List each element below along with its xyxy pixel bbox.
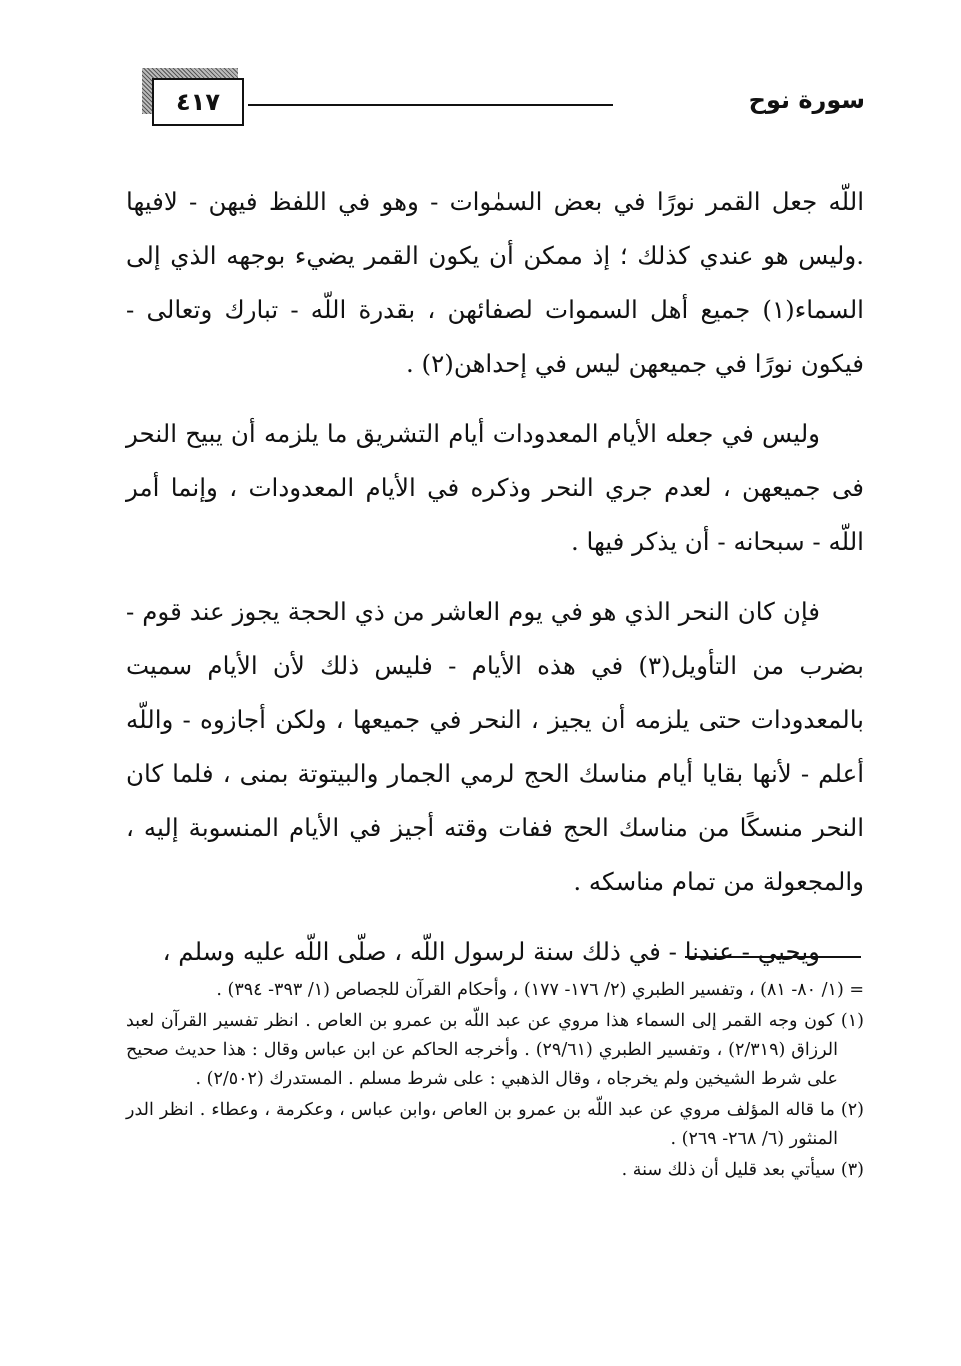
- header-rule: [248, 104, 613, 106]
- paragraph: [126, 585, 864, 909]
- paragraph-text: وليس في جعله الأيام المعدودات أيام التشريق ما يلزمه أن يبيح النحر فى جميعهن ، لعدم جري النحر وذكره في الأيام المعدودات ، وإنما أمر اللّه - سبحانه - أن يذكر فيها .: [126, 419, 864, 556]
- page-number: ٤١٧: [176, 88, 220, 116]
- paragraph: [126, 925, 864, 979]
- footnote-separator: [685, 956, 861, 958]
- footnote-continuation: = (١/ ٨٠- ٨١) ، وتفسير الطبري (٢/ ١٧٦- ١٧٧) ، وأحكام القرآن للجصاص (١/ ٣٩٣- ٣٩٤) .: [216, 980, 864, 1000]
- paragraph-text: فإن كان النحر الذي هو في يوم العاشر من ذي الحجة يجوز عند قوم - بضرب من التأويل(٣) في هذه الأيام - فليس ذلك لأن الأيام سميت بالمعدودات حتى يلزمه أن يجيز ، النحر في جميعها ، ولكن أجازوه - واللّه أعلم - لأنها بقايا أيام مناسك الحج لرمي الجمار والبيتوتة بمنى ، فلما كان النحر منسكًا من مناسك الحج ففات وقته أجيز في الأيام المنسوبة إليه ، والمجعولة من تمام مناسكه .: [126, 597, 864, 896]
- page-number-box: [152, 78, 244, 126]
- footnote-1: (١) كون وجه القمر إلى السماء هذا مروي عن عبد اللّه بن عمرو بن العاص . انظر تفسير القرآن لعبد الرزاق (٢/٣١٩) ، وتفسير الطبري (٢٩/٦١) . وأخرجه الحاكم عن ابن عباس وقال : هذا حديث صحيح على شرط الشيخين ولم يخرجاه ، وقال الذهبي : على شرط مسلم . المستدرك (٢/٥٠٢) .: [126, 1011, 864, 1089]
- footnote-2: (٢) ما قاله المؤلف مروي عن عبد اللّه بن عمرو بن العاص ،وابن عباس ، وعكرمة ، وعطاء . انظر الدر المنثور (٦/ ٢٦٨- ٢٦٩) .: [126, 1100, 864, 1149]
- surah-title: سورة نوح: [748, 86, 865, 114]
- footnote-3: (٣) سيأتي بعد قليل أن ذلك سنة .: [621, 1160, 864, 1180]
- paragraph-text: ويحيي - عندنا - في ذلك سنة لرسول اللّه ، صلّى اللّه عليه وسلم ،: [162, 937, 820, 966]
- footnotes: [126, 976, 864, 1187]
- body-text: [126, 175, 864, 995]
- paragraph: [126, 407, 864, 569]
- paragraph: [126, 175, 864, 391]
- paragraph-text: اللّه جعل القمر نورًا في بعض السمٰوات - وهو في اللفظ فيهن - لافيها .وليس هو عندي كذلك ؛ إذ ممكن أن يكون القمر يضيء بوجهه الذي إلى السماء(١) جميع أهل السموات لصفائهن ، بقدرة اللّه - تبارك وتعالى - فيكون نورًا في جميعهن ليس في إحداهن(٢) .: [126, 187, 864, 378]
